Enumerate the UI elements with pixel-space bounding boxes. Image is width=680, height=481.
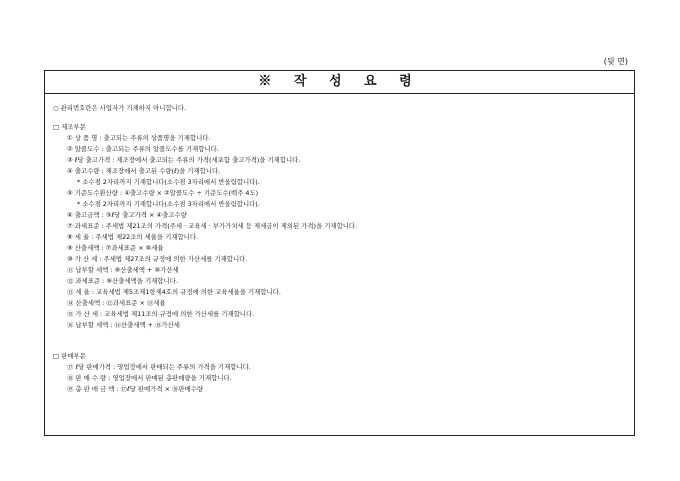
- manufacture-item: ⑮ 가 산 세 : 교육세법 제11조의 규정에 의한 가산세를 기재합니다.: [67, 310, 255, 318]
- manufacture-footnote: * 소수점 2자리까지 기재합니다(소수점 3자리에서 반올림합니다).: [77, 178, 260, 186]
- manufacture-item: ⑫ 과세표준 : ⑨산출세액을 기재합니다.: [67, 277, 178, 285]
- back-side-label: (뒷 면): [603, 57, 628, 66]
- sales-item: ⑱ 판 매 수 량 : 영업장에서 판매된 총판매량을 기재합니다.: [67, 374, 232, 382]
- manufacture-item: ⑩ 가 산 세 : 주세법 제27조의 규정에 의한 가산세를 기재합니다.: [67, 255, 248, 263]
- instructions-frame: [44, 70, 635, 436]
- section-heading-sales: □ 판매부문: [53, 352, 86, 360]
- manufacture-item: ⑪ 납부할 세액 : ⑨산출세액 + ⑩가산세: [67, 266, 179, 274]
- sales-item: ⑰ ℓ당 판매가격 : 영업장에서 판매되는 주류의 가격을 기재합니다.: [67, 363, 251, 371]
- note-line: ○ 관리번호란은 사업자가 기재하지 아니합니다.: [53, 104, 187, 112]
- manufacture-item: ⑯ 납부할 세액 : ⑭산출세액 + ⑮가산세: [67, 321, 180, 329]
- manufacture-item: ① 상 품 명 : 출고되는 주류의 상품명을 기재합니다.: [67, 134, 211, 142]
- manufacture-item: ⑭ 산출세액 : ⑫과세표준 × ⑬세율: [67, 299, 166, 307]
- manufacture-item: ② 알콜도수 : 출고되는 주류의 알콜도수를 기재합니다.: [67, 145, 219, 153]
- manufacture-item: ⑤ 기준도수환산량 : ④출고수량 × ②알콜도수 ÷ 기준도수(백주 4도): [67, 189, 259, 197]
- manufacture-item: ⑧ 세 율 : 주세법 제22조의 세율을 기재합니다.: [67, 233, 199, 241]
- manufacture-footnote: * 소수점 2자리까지 기재합니다(소수점 3자리에서 반올림합니다).: [77, 200, 260, 208]
- document-title: ※ 작 성 요 령: [45, 71, 634, 94]
- manufacture-item: ③ ℓ당 출고가격 : 제조장에서 출고되는 주류의 가격(세포함 출고가격)을 기재합니다.: [67, 156, 301, 164]
- manufacture-item: ⑥ 출고금액 : ③ℓ당 출고가격 × ④출고수량: [67, 211, 187, 219]
- manufacture-item: ⑦ 과세표준 : 주세법 제21조의 가격(주세 · 교육세 · 부가가치세 등 제세금이 제외된 가격)을 기재합니다.: [67, 222, 358, 230]
- manufacture-item: ④ 출고수량 : 제조장에서 출고된 수량(ℓ)을 기재합니다.: [67, 167, 221, 175]
- manufacture-item: ⑨ 산출세액 : ⑦과세표준 × ⑧세율: [67, 244, 164, 252]
- section-heading-manufacture: □ 제조부문: [53, 123, 86, 131]
- manufacture-item: ⑬ 세 율 : 교육세법 제5조제1항제4호의 규정에 의한 교육세율을 기재합니다.: [67, 288, 281, 296]
- sales-item: ⑲ 총 판 매 금 액 : ⑰ℓ당 판매가격 × ⑱판매수량: [67, 385, 204, 393]
